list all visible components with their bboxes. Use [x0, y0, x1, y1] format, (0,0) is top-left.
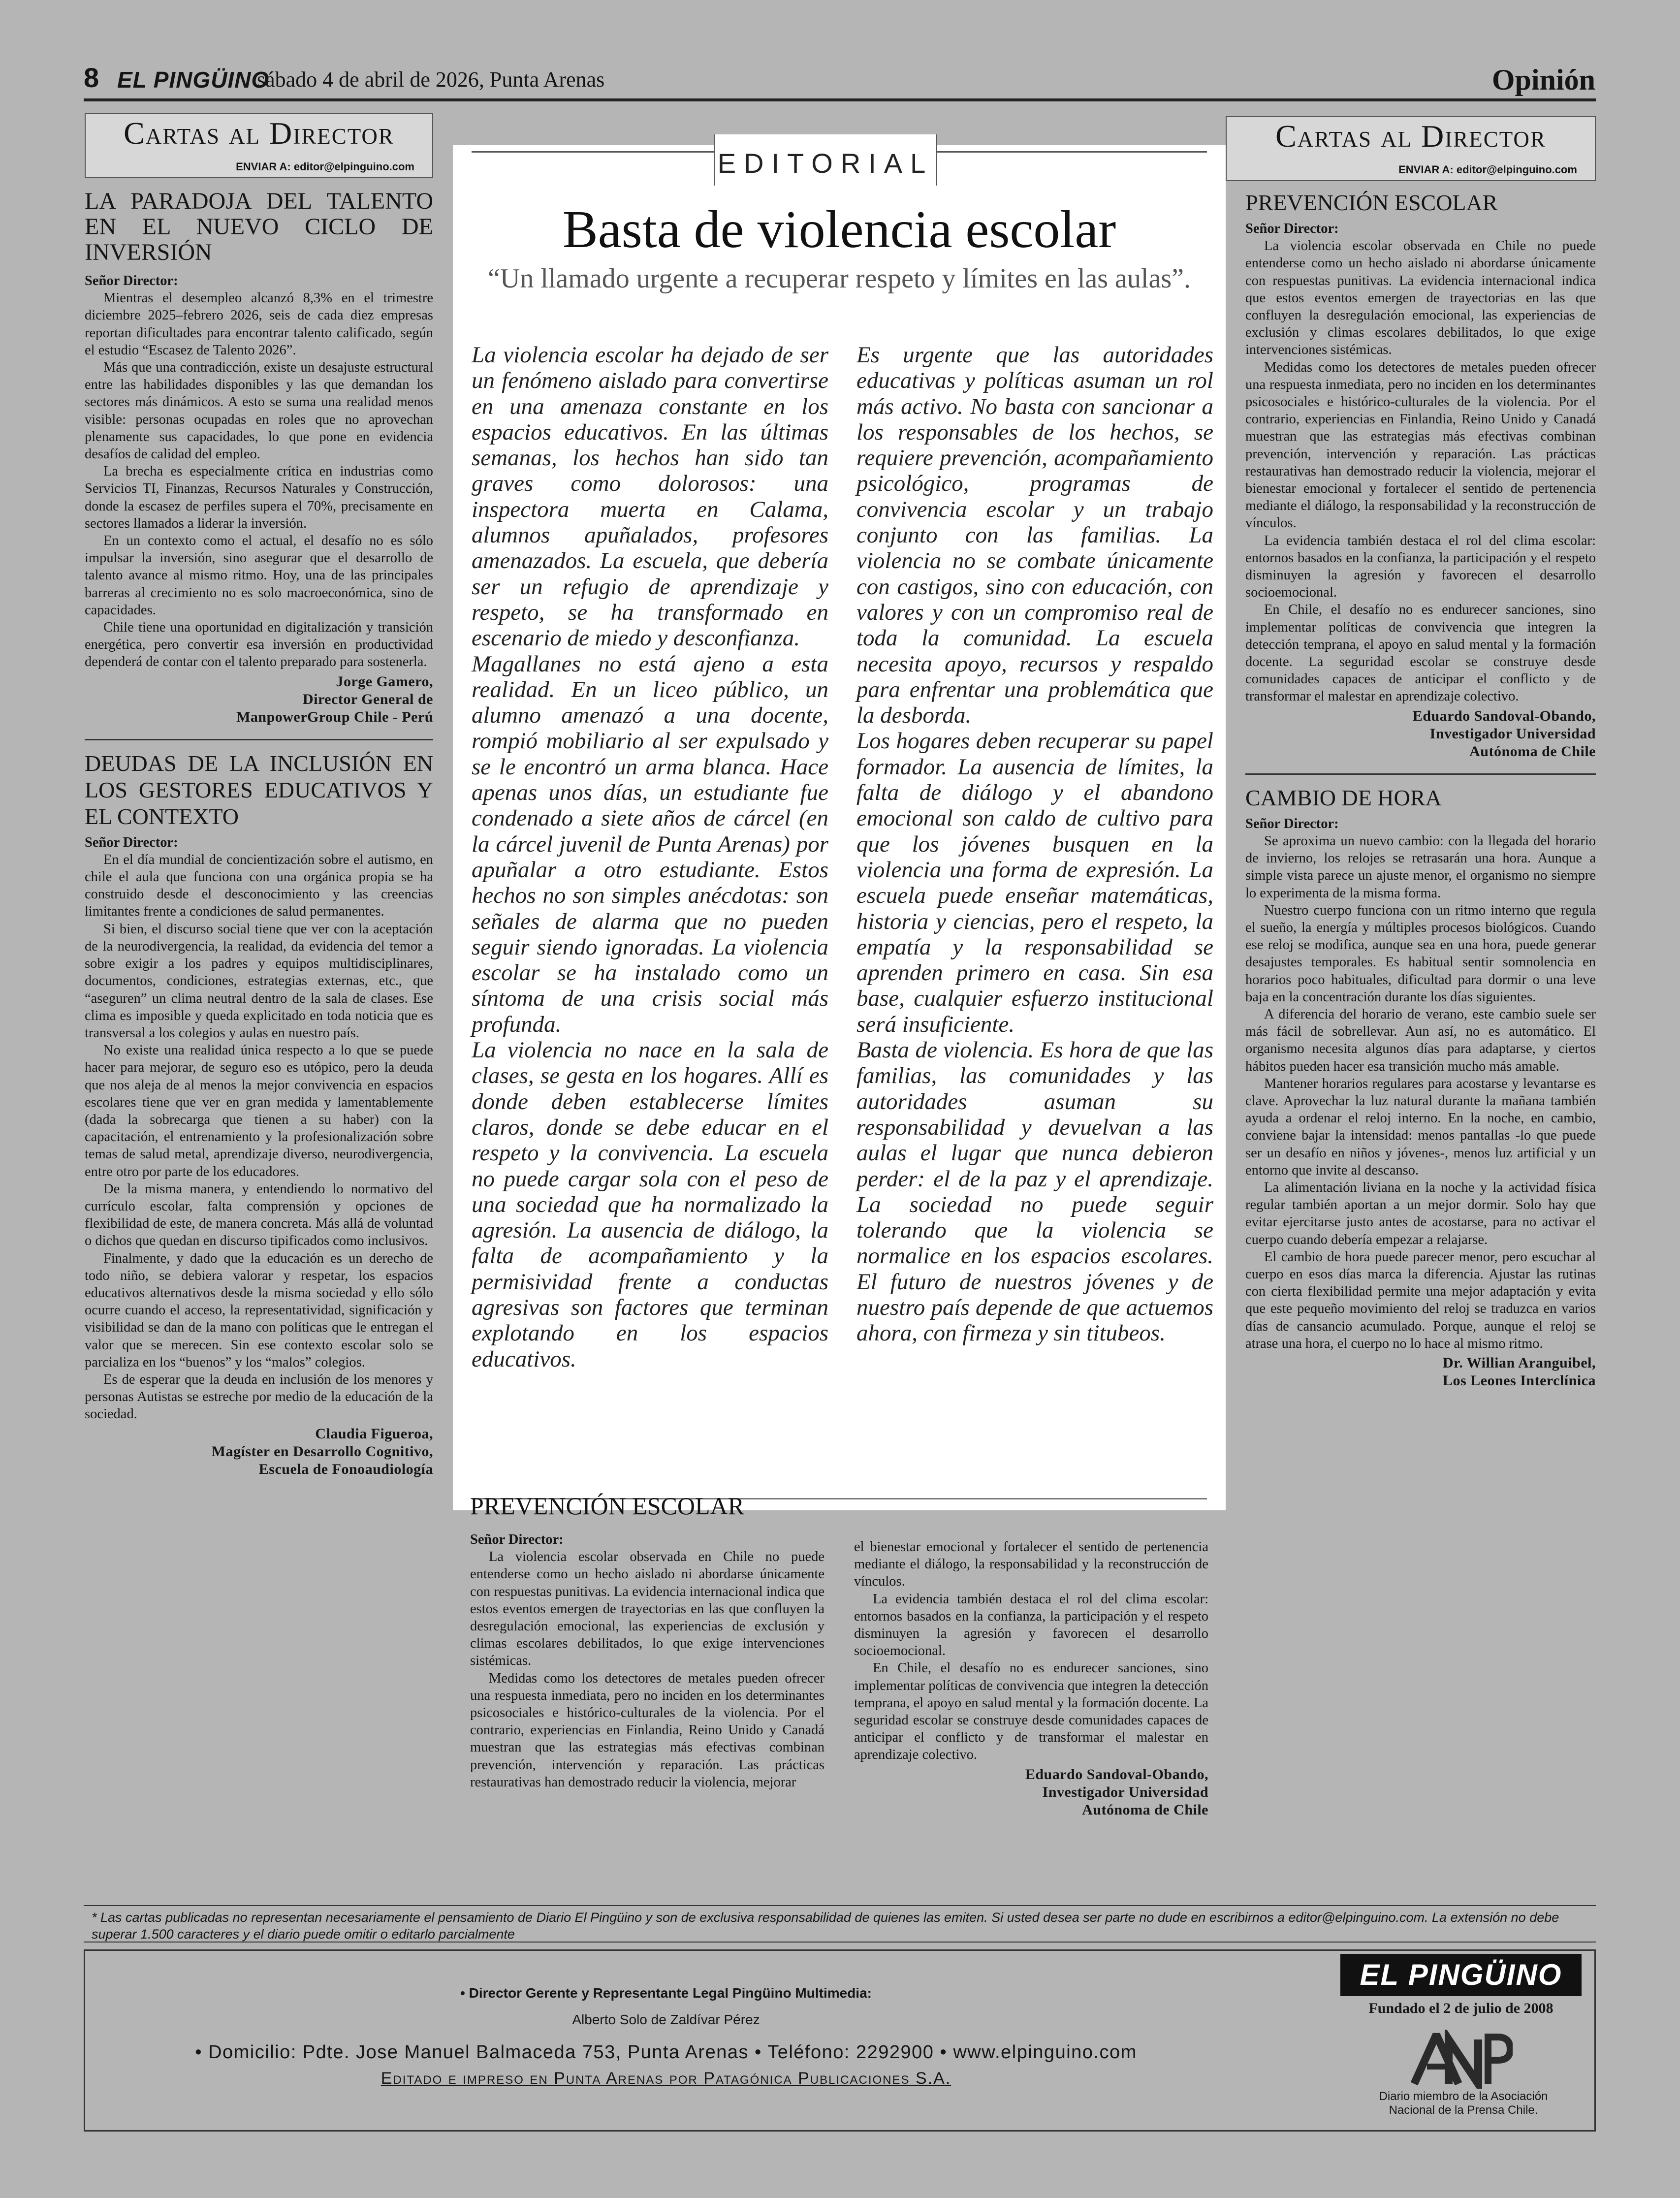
letter-paragraph: La evidencia también destaca el rol del clima escolar: entornos basados en la confianza, la participación y el respeto disminuyen la agresión y favorecen el desarrollo socioemocional.	[1245, 533, 1596, 601]
letter-salutation: Señor Director:	[85, 834, 178, 850]
signature-line: Claudia Figueroa,	[315, 1425, 433, 1442]
letter-signature	[1245, 707, 1596, 761]
editorial-subtitle: “Un llamado urgente a recuperar respeto y límites en las aulas”.	[488, 263, 1191, 294]
letter-paragraph: En el día mundial de concientización sobre el autismo, en chile el aula que funciona con una orgánica propia se ha construido desde el desconocimiento y las creencias limitantes frente a condiciones de salud permanentes.	[85, 852, 433, 920]
letter-paragraph: Más que una contradicción, existe un desajuste estructural entre las habilidades disponibles y las que demandan los sectores más dinámicos. A esto se suma una realidad menos visible: personas ocupadas en roles que no aprovechan plenamente sus capacidades, lo que pone en evidencia desafíos de calidad del empleo.	[85, 360, 433, 462]
editorial-label: EDITORIAL	[717, 148, 934, 179]
signature-line: Eduardo Sandoval-Obando,	[1025, 1766, 1208, 1783]
signature-line: Investigador Universidad	[1042, 1784, 1208, 1800]
brand-logo: EL PINGÜINO	[1340, 1954, 1582, 1996]
publisher-address: • Domicilio: Pdte. Jose Manuel Balmaceda 753, Punta Arenas • Teléfono: 2292900 • www.elpinguino.com	[195, 2042, 1137, 2063]
letters-disclaimer: * Las cartas publicadas no representan necesariamente el pensamiento de Diario El Pingüino y son de exclusiva responsabilidad de quienes las emiten. Si usted desea ser parte no dude en escribirnos a editor@elpinguino.com. La extensión no debe superar 1.500 caracteres y el diario puede omitir o editarlo parcialmente	[84, 1905, 1596, 1943]
masthead-brand: EL PINGÜINO	[117, 67, 270, 93]
signature-line: Los Leones Interclínica	[1443, 1372, 1596, 1389]
letter-paragraph: No existe una realidad única respecto a lo que se puede hacer para mejorar, de seguro eso es utópico, pero la deuda que nos aleja de al menos la mejor convivencia en espacios escolares tiene que ver en gran medida y lamentablemente (dada la sobrecarga que tienen a su haber) con la capacitación, el entrenamiento y la profesionalización sobre temas de salud metal, aprendizaje diverso, neurodivergencia, entre otro por parte de los educadores.	[85, 1043, 433, 1179]
letter-paragraph: Mantener horarios regulares para acostarse y levantarse es clave. Aprovechar la luz natural durante la mañana también ayuda a ordenar el reloj interno. En la noche, en cambio, conviene bajar la intensidad: menos pantallas -lo que puede ser un desafío en niños y jóvenes-, menos luz artificial y un entorno que invite al descanso.	[1245, 1076, 1596, 1178]
letter-salutation: Señor Director:	[1245, 221, 1339, 236]
letter-paragraph: La evidencia también destaca el rol del clima escolar: entornos basados en la confianza, la participación y el respeto disminuyen la agresión y favorecen el desarrollo socioemocional.	[854, 1591, 1208, 1659]
letter-title: PREVENCIÓN ESCOLAR	[470, 1492, 744, 1520]
letter-paragraph: Es de esperar que la deuda en inclusión de los menores y personas Autistas se estreche por medio de la educación de la sociedad.	[85, 1371, 433, 1422]
editorial-box	[453, 145, 1226, 1510]
signature-line: Autónoma de Chile	[1082, 1801, 1208, 1818]
signature-line: ManpowerGroup Chile - Perú	[236, 708, 433, 725]
bottom-letter-column-2	[854, 1538, 1208, 1819]
letter-signature	[1245, 1354, 1596, 1390]
page-number: 8	[84, 62, 99, 93]
editorial-column-1	[472, 342, 828, 1372]
signature-line: Dr. Willian Aranguibel,	[1442, 1354, 1596, 1371]
letter-title: PREVENCIÓN ESCOLAR	[1245, 190, 1498, 215]
letter-paragraph: En Chile, el desafío no es endurecer sanciones, sino implementar políticas de convivencia que integren la detección temprana, el apoyo en salud mental y la formación docente. La seguridad escolar se construye desde comunidades capaces de anticipar el conflicto y de transformar el malestar en aprendizaje colectivo.	[854, 1660, 1208, 1763]
signature-line: Director General de	[303, 691, 433, 707]
letter-paragraph: En Chile, el desafío no es endurecer sanciones, sino implementar políticas de convivencia que integren la detección temprana, el apoyo en salud mental y la formación docente. La seguridad escolar se construye desde comunidades capaces de anticipar el conflicto y de transformar el malestar en aprendizaje colectivo.	[1245, 602, 1596, 704]
letters-box-title: Cartas al Director	[124, 116, 394, 151]
masthead-date: sábado 4 de abril de 2026, Punta Arenas	[257, 67, 605, 92]
left-column	[85, 185, 433, 1478]
letter-salutation: Señor Director:	[470, 1532, 564, 1547]
editorial-paragraph: Basta de violencia. Es hora de que las familias, las comunidades y las autoridades asuman su responsabilidad y devuelvan a las aulas el lugar que nunca debieron perder: el de la paz y el aprendizaje. La sociedad no puede seguir tolerando que la violencia se normalice en los espacios escolares. El futuro de nuestros jóvenes y de nuestro país depende de que actuemos ahora, con firmeza y sin titubeos.	[856, 1037, 1213, 1346]
letter-paragraph: Finalmente, y dado que la educación es un derecho de todo niño, se debiera valorar y respetar, los espacios educativos alternativos desde la misma sociedad y ello sólo ocurre cuando el acceso, la representatividad, significación y visibilidad se dan de la mano con políticas que le entregan el valor que se merecen. Sin ese contexto escolar solo se parcializa en los “buenos” y los “malos” colegios.	[85, 1250, 433, 1370]
signature-line: Autónoma de Chile	[1469, 743, 1596, 760]
letter-paragraph: El cambio de hora puede parecer menor, pero escuchar al cuerpo en esos días marca la diferencia. Ajustar las rutinas con cierta flexibilidad permite una mejor adaptación y evita que este pequeño movimiento del reloj se traduzca en varios días de cansancio acumulado. Porque, aunque el reloj se atrase una hora, el cuerpo no lo hace al mismo ritmo.	[1245, 1249, 1596, 1351]
anp-logo-icon	[1409, 2030, 1513, 2089]
bottom-letter-column-1	[470, 1531, 824, 1791]
letter-paragraph: Nuestro cuerpo funciona con un ritmo interno que regula el sueño, la energía y múltiples procesos biológicos. Cuando ese reloj se modifica, aunque sea en una hora, puede generar desajustes temporales. Es habitual sentir somnolencia en horarios poco habituales, dificultad para dormir o una leve baja en la concentración durante los días siguientes.	[1245, 902, 1596, 1005]
founded-date: Fundado el 2 de julio de 2008	[1368, 2000, 1553, 2016]
letter-signature	[85, 1425, 433, 1478]
signature-line: Magíster en Desarrollo Cognitivo,	[211, 1443, 433, 1460]
letter-paragraph: De la misma manera, y entendiendo lo normativo del currículo escolar, falta comprensión y opciones de flexibilidad de este, de manera concreta. Más allá de voluntad o dichos que quedan en discurso tipificados como inclusivos.	[85, 1181, 433, 1249]
letter-paragraph: La alimentación liviana en la noche y la actividad física regular también aportan a un mejor dormir. Solo hay que evitar ejercitarse justo antes de acostarse, para no activar el cuerpo cuando debería empezar a relajarse.	[1245, 1179, 1596, 1247]
director-label: • Director Gerente y Representante Legal Pingüino Multimedia:	[460, 1985, 872, 2001]
signature-line: Investigador Universidad	[1429, 725, 1596, 742]
letters-box-header-left	[85, 113, 433, 178]
editorial-column-2	[856, 342, 1213, 1346]
editorial-paragraph: Es urgente que las autoridades educativas y políticas asuman un rol más activo. No basta con sancionar a los responsables de los hechos, se requiere prevención, acompañamiento psicológico, programas de convivencia escolar y un trabajo conjunto con las familias. La violencia no se combate únicamente con castigos, sino con educación, con valores y con un compromiso real de toda la comunidad. La escuela necesita apoyo, recursos y respaldo para enfrentar una problemática que la desborda.	[856, 342, 1213, 729]
masthead-rule	[84, 98, 1596, 101]
signature-line: Escuela de Fonoaudiología	[258, 1461, 433, 1477]
letter-paragraph: Medidas como los detectores de metales pueden ofrecer una respuesta inmediata, pero no inciden en los determinantes psicosociales e histórico-culturales de la violencia. Por el contrario, experiencias en Finlandia, Reino Unido y Canadá muestran que las estrategias más efectivas combinan prevención, intervención y reparación. Las prácticas restaurativas han demostrado reducir la violencia, mejorar el bienestar emocional y fortalecer el sentido de pertenencia mediante el diálogo, la responsabilidad y la reconstrucción de vínculos.	[1245, 359, 1596, 531]
letter-paragraph: Medidas como los detectores de metales pueden ofrecer una respuesta inmediata, pero no inciden en los determinantes psicosociales e histórico-culturales de la violencia. Por el contrario, experiencias en Finlandia, Reino Unido y Canadá muestran que las estrategias más efectivas combinan prevención, intervención y reparación. Las prácticas restaurativas han demostrado reducir la violencia, mejorar	[470, 1670, 824, 1790]
letter-divider	[1245, 773, 1596, 775]
letter-paragraph: Mientras el desempleo alcanzó 8,3% en el trimestre diciembre 2025–febrero 2026, seis de cada diez empresas reportan dificultades para encontrar talento calificado, según el estudio “Escasez de Talento 2026”.	[85, 290, 433, 358]
section-title: Opinión	[1491, 64, 1595, 96]
editorial-paragraph: La violencia escolar ha dejado de ser un fenómeno aislado para convertirse en una amenaza constante en los espacios educativos. En las últimas semanas, los hechos han sido tan graves como dolorosos: una inspectora muerta en Calama, alumnos apuñalados, profesores amenazados. La escuela, que debería ser un refugio de aprendizaje y respeto, se ha transformado en escenario de miedo y desconfianza.	[472, 342, 828, 651]
signature-line: Eduardo Sandoval-Obando,	[1412, 707, 1596, 724]
letter-paragraph: La violencia escolar observada en Chile no puede entenderse como un hecho aislado ni abordarse únicamente con respuestas punitivas. La evidencia internacional indica que estos eventos emergen de trayectorias en las que confluyen la desregulación emocional, las experiencias de exclusión y climas escolares debilitados, lo que exige intervenciones sistémicas.	[470, 1549, 824, 1669]
letter-signature	[854, 1766, 1208, 1819]
editorial-paragraph: Los hogares deben recuperar su papel formador. La ausencia de límites, la falta de diálogo y el abandono emocional son caldo de cultivo para que los jóvenes busquen en la violencia una forma de expresión. La escuela puede enseñar matemáticas, historia y ciencias, pero el respeto, la empatía y la responsabilidad se aprenden primero en casa. Sin esa base, cualquier esfuerzo institucional será insuficiente.	[856, 728, 1213, 1037]
letter-paragraph: A diferencia del horario de verano, este cambio suele ser más fácil de sobrellevar. Aun así, no es automático. El organismo necesita algunos días para adaptarse, y ciertos hábitos pueden hacer esa transición mucho más amable.	[1245, 1006, 1596, 1074]
letter-title: LA PARADOJA DEL TALENTO EN EL NUEVO CICLO DE INVERSIÓN	[85, 188, 433, 265]
letter-divider	[85, 739, 433, 740]
letter-paragraph: Si bien, el discurso social tiene que ver con la aceptación de la neurodivergencia, la realidad, da evidencia del temor a sobre exigir a los padres y equipos multidisciplinares, documentos, condiciones, estrategias externas, etc., que “aseguren” un clima neutral dentro de la sala de clases. Ese clima es imposible y queda explicitado en toda noticia que es transversal a los colegios y aulas en nuestro país.	[85, 921, 433, 1041]
letter-salutation: Señor Director:	[1245, 816, 1339, 831]
printer-credit: Editado e impreso en Punta Arenas por Patagónica Publicaciones S.A.	[380, 2069, 951, 2088]
letter-signature	[85, 673, 433, 726]
signature-line: Jorge Gamero,	[336, 673, 433, 690]
letters-box-email[interactable]: ENVIAR A: editor@elpinguino.com	[1398, 163, 1577, 176]
letter-salutation: Señor Director:	[85, 273, 178, 288]
editorial-label-box	[714, 134, 937, 186]
director-name: Alberto Solo de Zaldívar Pérez	[572, 2012, 760, 2027]
letter-title: DEUDAS DE LA INCLUSIÓN EN LOS GESTORES EDUCATIVOS Y EL CONTEXTO	[85, 750, 433, 829]
letter-paragraph: Se aproxima un nuevo cambio: con la llegada del horario de invierno, los relojes se retrasarán una hora. Aunque a simple vista parece un ajuste menor, el organismo no siempre lo experimenta de la misma forma.	[1245, 833, 1596, 901]
anp-caption: Diario miembro de la Asociación Nacional de la Prensa Chile.	[1379, 2090, 1548, 2117]
letters-box-header-right	[1226, 116, 1596, 181]
letters-box-title: Cartas al Director	[1275, 119, 1546, 154]
editorial-paragraph: Magallanes no está ajeno a esta realidad. En un liceo público, un alumno amenazó a una docente, rompió mobiliario al ser expulsado y se le encontró un arma blanca. Hace apenas unos días, un estudiante fue condenado a siete años de cárcel (en la cárcel juvenil de Punta Arenas) por apuñalar a otro estudiante. Estos hechos no son simples anécdotas: son señales de alarma que no pueden seguir siendo ignoradas. La violencia escolar se ha instalado como un síntoma de una crisis social más profunda.	[472, 651, 828, 1037]
right-column	[1245, 190, 1596, 1390]
editorial-paragraph: La violencia no nace en la sala de clases, se gesta en los hogares. Allí es donde deben establecerse límites claros, donde se debe educar en el respeto y la convivencia. La escuela no puede cargar sola con el peso de una sociedad que ha normalizado la agresión. La ausencia de diálogo, la falta de acompañamiento y la permisividad frente a conductas agresivas son factores que terminan explotando en los espacios educativos.	[472, 1037, 828, 1372]
letter-title: CAMBIO DE HORA	[1245, 785, 1442, 810]
letter-paragraph: En un contexto como el actual, el desafío no es sólo impulsar la inversión, sino asegurar que el desarrollo de talento avance al mismo ritmo. Hoy, una de las principales barreras al crecimiento no es solo macroeconómica, sino de capacidades.	[85, 533, 433, 618]
letter-paragraph: La brecha es especialmente crítica en industrias como Servicios TI, Finanzas, Recursos Naturales y Construcción, donde la escasez de perfiles supera el 70%, precisamente en sectores llamados a liderar la inversión.	[85, 464, 433, 531]
impressum-box	[84, 1949, 1596, 2132]
letter-paragraph: La violencia escolar observada en Chile no puede entenderse como un hecho aislado ni abordarse únicamente con respuestas punitivas. La evidencia internacional indica que estos eventos emergen de trayectorias en las que confluyen la desregulación emocional, las experiencias de exclusión y climas escolares debilitados, lo que exige intervenciones sistémicas.	[1245, 238, 1596, 358]
letters-box-email[interactable]: ENVIAR A: editor@elpinguino.com	[236, 160, 414, 173]
letter-paragraph: Chile tiene una oportunidad en digitalización y transición energética, pero convertir esa inversión en productividad dependerá de contar con el talento preparado para sostenerla.	[85, 620, 433, 670]
editorial-title: Basta de violencia escolar	[562, 200, 1116, 259]
letter-paragraph-continued: el bienestar emocional y fortalecer el sentido de pertenencia mediante el diálogo, la responsabilidad y la reconstrucción de vínculos.	[854, 1539, 1208, 1590]
